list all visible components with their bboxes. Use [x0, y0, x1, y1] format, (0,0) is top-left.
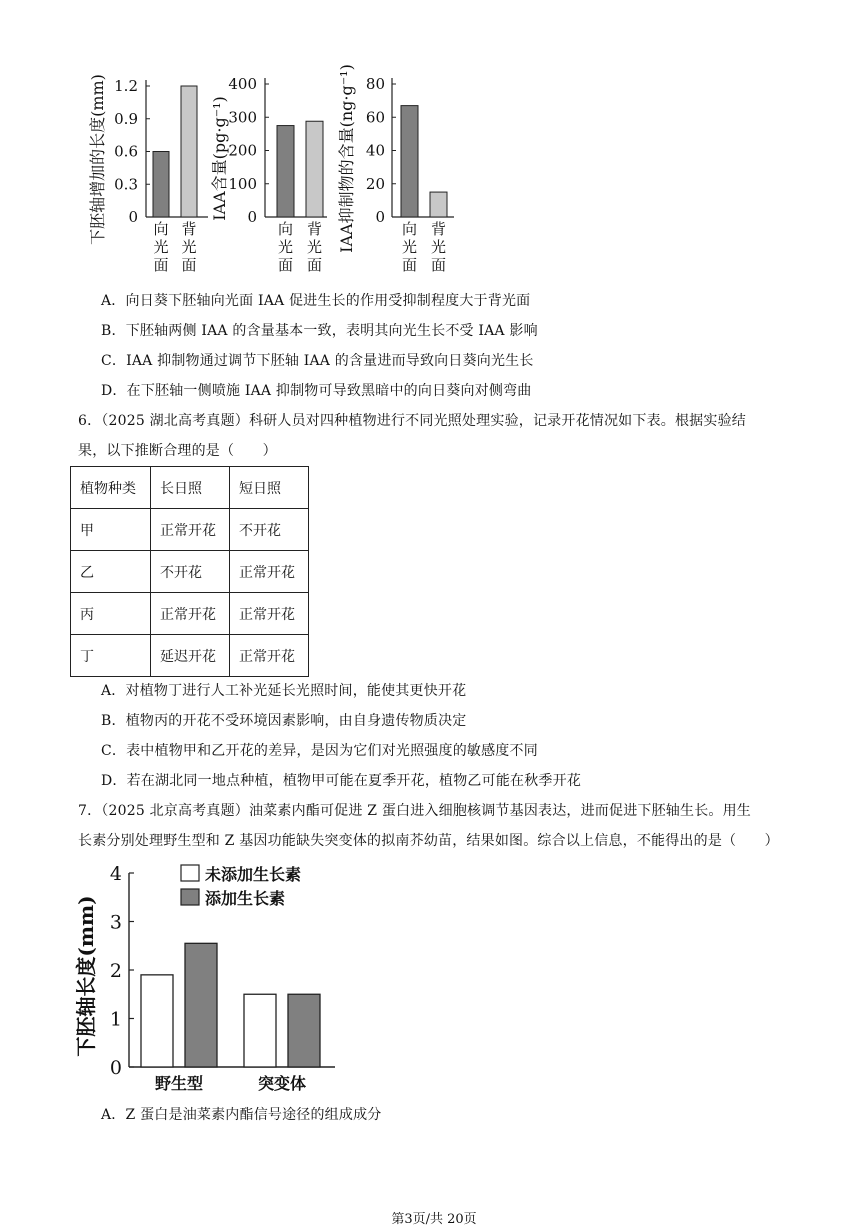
y-axis-label: IAA抑制物的含量(ng·g⁻¹): [337, 64, 356, 253]
q5-option-b: B．下胚轴两侧 IAA 的含量基本一致，表明其向光生长不受 IAA 影响: [101, 323, 538, 339]
table-cell: 正常开花: [230, 551, 309, 593]
q7-stem-line2: 长素分别处理野生型和 Z 基因功能缺失突变体的拟南芥幼苗，结果如图。综合以上信息，不能得出的是（ ）: [78, 833, 779, 849]
x-category-label: 光: [181, 238, 197, 256]
table-cell: 丁: [71, 635, 151, 677]
bar: [306, 121, 323, 217]
table-cell: 甲: [71, 509, 151, 551]
legend-label: 添加生长素: [205, 889, 286, 908]
x-category-label: 背: [181, 220, 197, 238]
q7-option-a: A．Z 蛋白是油菜素内酯信号途径的组成成分: [101, 1107, 382, 1123]
x-category-label: 向: [153, 220, 169, 238]
q5-option-d: D．在下胚轴一侧喷施 IAA 抑制物可导致黑暗中的向日葵向对侧弯曲: [101, 383, 532, 399]
table-row: [71, 593, 309, 635]
table-cell: 正常开花: [230, 635, 309, 677]
table-cell: 延迟开花: [151, 635, 230, 677]
y-axis-label: IAA含量(pg·g⁻¹): [210, 96, 229, 221]
q6-option-b: B．植物丙的开花不受环境因素影响，由自身遗传物质决定: [101, 713, 467, 729]
table-cell: 正常开花: [230, 593, 309, 635]
x-category-label: 面: [153, 256, 169, 274]
table-header-cell: 植物种类: [71, 467, 151, 509]
x-category-label: 突变体: [257, 1074, 307, 1093]
figure-q5-bar-charts: [0, 60, 868, 285]
table-row: [71, 509, 309, 551]
q6-option-a: A．对植物丁进行人工补光延长光照时间，能使其更快开花: [101, 683, 467, 699]
table-header-cell: 短日照: [230, 467, 309, 509]
x-category-label: 光: [306, 238, 323, 256]
y-tick-label: 1.2: [114, 77, 138, 95]
q5-option-a: A．向日葵下胚轴向光面 IAA 促进生长的作用受抑制程度大于背光面: [101, 293, 531, 309]
page-footer: 第3页/共 20页: [391, 1212, 477, 1227]
q6-stem-line2: 果，以下推断合理的是（ ）: [78, 443, 277, 459]
y-tick-label: 400: [228, 75, 257, 93]
table-row: [71, 551, 309, 593]
y-tick-label: 0.9: [114, 109, 138, 128]
x-category-label: 面: [401, 256, 418, 274]
table-cell: 正常开花: [151, 509, 230, 551]
table-header-row: [71, 467, 309, 509]
x-category-label: 向: [277, 220, 294, 238]
bar: [244, 994, 276, 1067]
x-category-label: 背: [430, 220, 447, 238]
y-tick-label: 300: [228, 108, 257, 127]
y-tick-label: 60: [365, 108, 385, 127]
y-tick-label: 0: [109, 1057, 122, 1079]
table-row: [71, 635, 309, 677]
table-cell: 正常开花: [151, 593, 230, 635]
y-tick-label: 0: [128, 208, 138, 226]
bar: [141, 975, 173, 1067]
y-tick-label: 40: [365, 141, 385, 160]
bar: [153, 152, 169, 218]
q6-flowering-table: [70, 466, 309, 677]
y-tick-label: 80: [365, 75, 385, 93]
legend-swatch: [181, 865, 199, 881]
bar: [430, 192, 447, 217]
table-cell: 丙: [71, 593, 151, 635]
table-cell: 不开花: [230, 509, 309, 551]
y-tick-label: 20: [365, 174, 385, 193]
x-category-label: 背: [306, 220, 323, 238]
q5-option-c: C．IAA 抑制物通过调节下胚轴 IAA 的含量进而导致向日葵向光生长: [101, 353, 534, 369]
table-cell: 乙: [71, 551, 151, 593]
bar: [288, 994, 320, 1067]
bar: [185, 943, 217, 1067]
y-tick-label: 4: [109, 863, 122, 885]
y-tick-label: 1: [109, 1008, 122, 1031]
x-category-label: 光: [153, 238, 169, 256]
y-tick-label: 0: [375, 208, 385, 226]
bar: [181, 86, 197, 217]
y-tick-label: 3: [109, 911, 122, 934]
figure-q7-grouped-bar-chart: [0, 855, 868, 1100]
y-axis-label: 下胚轴长度(mm): [74, 895, 98, 1057]
q6-option-c: C．表中植物甲和乙开花的差异，是因为它们对光照强度的敏感度不同: [101, 743, 538, 759]
legend-swatch: [181, 889, 199, 905]
x-category-label: 面: [277, 256, 294, 274]
x-category-label: 面: [430, 256, 447, 274]
table-cell: 不开花: [151, 551, 230, 593]
y-axis-label: 下胚轴增加的长度(mm): [88, 74, 107, 245]
x-category-label: 光: [401, 238, 418, 256]
x-category-label: 野生型: [154, 1074, 204, 1093]
q6-option-d: D．若在湖北同一地点种植，植物甲可能在夏季开花，植物乙可能在秋季开花: [101, 773, 582, 789]
x-category-label: 光: [277, 238, 294, 256]
y-tick-label: 0: [247, 208, 257, 226]
y-tick-label: 0.3: [114, 175, 138, 194]
x-category-label: 面: [181, 256, 197, 274]
y-tick-label: 100: [228, 174, 257, 193]
x-category-label: 向: [401, 220, 418, 238]
table-header-cell: 长日照: [151, 467, 230, 509]
y-tick-label: 200: [228, 141, 257, 160]
y-tick-label: 2: [109, 960, 122, 982]
q7-stem-line1: 7．（2025 北京高考真题）油菜素内酯可促进 Z 蛋白进入细胞核调节基因表达，进而促进下胚轴生长。用生: [78, 803, 752, 819]
x-category-label: 面: [306, 256, 323, 274]
legend-label: 未添加生长素: [205, 865, 302, 884]
y-tick-label: 0.6: [114, 142, 138, 161]
bar: [401, 106, 418, 217]
q6-stem-line1: 6．（2025 湖北高考真题）科研人员对四种植物进行不同光照处理实验，记录开花情况如下表。根据实验结: [78, 413, 746, 429]
bar: [277, 126, 294, 217]
x-category-label: 光: [430, 238, 447, 256]
